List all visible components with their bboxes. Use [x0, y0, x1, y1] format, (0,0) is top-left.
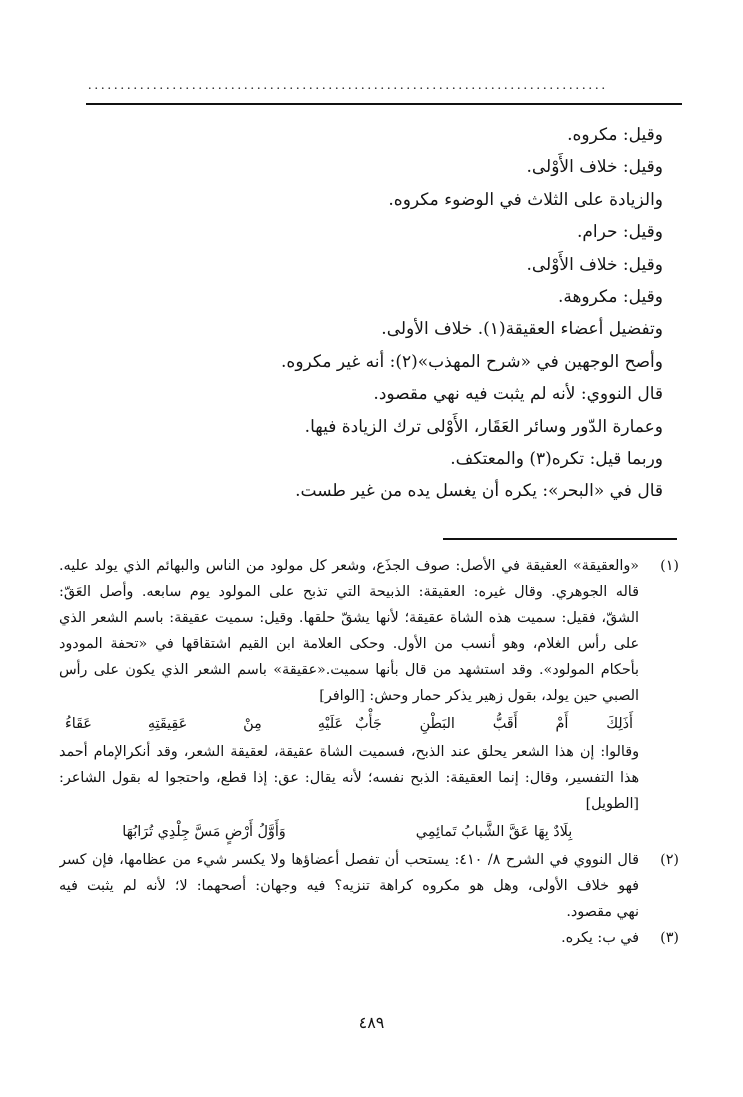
footnote-number: (٣): [660, 930, 679, 946]
main-line: والزيادة على الثلاث في الوضوء مكروه.: [388, 189, 663, 210]
main-line: وربما قيل: تكره(٣) والمعتكف.: [450, 448, 663, 469]
footnotes: [59, 553, 679, 951]
verse-second-hemistich: وَأَوَّلُ أَرْضٍ مَسَّ جِلْدِي تُرَابُهَا: [122, 824, 286, 840]
poem-verse: [59, 709, 639, 739]
footnote-line: وقالوا: إن هذا الشعر يحلق عند الذبح، فسميت الشاة عقيقة، لعقيقة الشعر، وقد أنكرالإمام أحمد: [59, 744, 639, 760]
footnote-body: [59, 553, 639, 847]
footnote-line: في ب: يكره.: [561, 930, 639, 946]
main-line: وقيل: مكروهة.: [557, 286, 663, 307]
footnote-line: الشقّ، فقيل: سميت هذه الشاة عقيقة؛ لأنها يشقّ حلقها. وقيل: سميت عقيقة: باسم الشعر الذي: [59, 610, 639, 626]
header-rule: [86, 103, 682, 105]
footnote-1: [59, 553, 679, 847]
verse-second-hemistich: عَلَيْهِ مِنْ عَقِيقَتِهِ عَقَاءُ: [65, 716, 343, 732]
main-line: وقيل: حرام.: [576, 222, 663, 243]
footnote-line: فهو خلاف الأولى، وهل هو مكروه كراهة تنزيه؟ فيه وجهان: أصحهما: لا؛ لأنه لم يثبت فيه: [59, 878, 639, 894]
main-line: وعمارة الدّور وسائر العَقَار، الأَوْلى ترك الزيادة فيها.: [304, 416, 663, 437]
verse-first-hemistich: بِلَادٌ بِهَا عَقَّ الشَّبابُ تَمائِمِي: [415, 824, 573, 840]
poem-verse: [59, 817, 639, 847]
footnote-body: [59, 847, 639, 925]
footnote-separator: [443, 538, 677, 540]
page-number: ٤٨٩: [358, 1013, 385, 1032]
main-line: وقيل: خلاف الأَوْلى.: [526, 157, 663, 178]
footnote-body: [59, 925, 639, 951]
footnote-line: الصبي حين يولد، بقول زهير يذكر حمار وحش: [الوافر]: [319, 688, 639, 704]
main-line: قال في «البحر»: يكره أن يغسل يده من غير طست.: [295, 481, 663, 502]
footnote-line: قاله الجوهري. وقال غيره: العقيقة: الذبيحة التي تذبح على المولود يوم سابعه. وأصل العَقّ:: [59, 584, 639, 600]
footnote-number: (١): [660, 558, 679, 574]
main-line: قال النووي: لأنه لم يثبت فيه نهي مقصود.: [373, 384, 663, 405]
footnote-line: «والعقيقة» العقيقة في الأصل: صوف الجذَع، وشعر كل مولود من الناس والبهائم الذي يولد عليه.: [59, 558, 639, 574]
main-text: [103, 119, 663, 508]
main-line: وقيل: خلاف الأَوْلى.: [526, 254, 663, 275]
footnote-number: (٢): [660, 852, 679, 868]
main-line: وقيل: مكروه.: [567, 125, 663, 145]
footnote-line: على رأس الغلام، وهو أنسب من الأول. وحكى العلامة ابن القيم اشتقاقها في «تحفة المودود: [59, 636, 639, 652]
footnote-line: قال النووي في الشرح ٨/ ٤١٠: يستحب أن تفصل أعضاؤها ولا يكسر شيء من عظامها، فإن كسر: [59, 852, 639, 868]
footnote-2: [59, 847, 679, 925]
footnote-3: [59, 925, 679, 951]
footnote-line: بأحكام المولود». وقد استشهد من قال بأنها سميت.«عقيقة» باسم الشعر الذي يكون على رأس: [59, 662, 639, 678]
verse-first-hemistich: أَذَلِكَ أَمْ أَقَبُّ البَطْنِ جَأْبٌ: [355, 716, 633, 732]
header-dotted-line: ................................................................................: [88, 80, 608, 92]
footnote-line: نهي مقصود.: [566, 904, 639, 920]
main-line: وتفضيل أعضاء العقيقة(١). خلاف الأولى.: [381, 319, 663, 340]
footnote-line: هذا التفسير، وقال: إنما العقيقة: الذبح نفسه؛ لأنه يقال: عق: إذا قطع، واحتجوا له بقول الشاعر:: [59, 770, 639, 786]
main-line: وأصح الوجهين في «شرح المهذب»(٢): أنه غير مكروه.: [281, 351, 663, 372]
footnote-line: [الطويل]: [585, 796, 639, 812]
